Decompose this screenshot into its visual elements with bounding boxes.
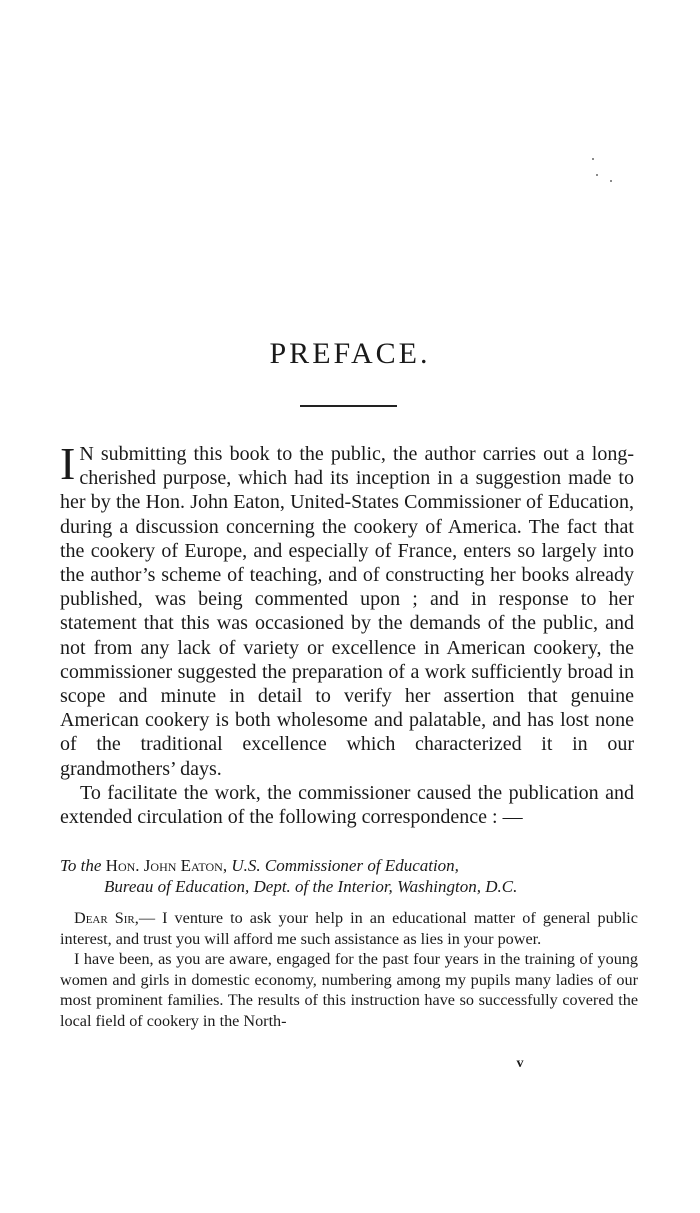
address-city: Washington, (397, 877, 481, 896)
address-bureau: Bureau of Education, (104, 877, 250, 896)
letter-body (60, 908, 638, 1031)
address-state: D.C. (485, 877, 518, 896)
drop-cap: I (60, 438, 76, 489)
preface-paragraph-2: To facilitate the work, the commissioner caused the publication and extended circulation of the following correspondence : — (60, 781, 634, 829)
address-line-1 (60, 855, 640, 876)
address-name-last: Eaton, (180, 856, 228, 875)
address-title: U.S. Commissioner of Education, (231, 856, 459, 875)
address-to-the: To the (60, 856, 102, 875)
address-name-first: John (143, 856, 177, 875)
letter-address (60, 855, 640, 897)
address-dept: Dept. of the Interior, (253, 877, 393, 896)
page-heading: PREFACE. (269, 337, 431, 370)
page-number: v (516, 1056, 524, 1071)
print-speck (596, 174, 598, 176)
preface-paragraph-1 (60, 438, 634, 781)
heading-rule (300, 405, 397, 407)
letter-paragraph-1-text: — I venture to ask your help in an educational matter of general public interest, and trust you will afford me such assistance as lies in your power. (60, 909, 638, 948)
preface-body (60, 438, 634, 829)
address-line-2 (60, 876, 640, 897)
letter-salutation: Dear Sir, (74, 909, 139, 927)
preface-paragraph-1-text: N submitting this book to the public, the author carries out a long-cherished purpose, which had its inception in a suggestion made to her by the Hon. John Eaton, United-States Commissioner of Education, during a discussion concerning the cookery of America. The fact that the cookery of Europe, and especially of France, enters so largely into the author’s scheme of teaching, and of constructing her books already published, was being commented upon ; and in response to her statement that this was occasioned by the demands of the public, and not from any lack of variety or excellence in American cookery, the commissioner suggested the preparation of a work sufficiently broad in scope and minute in detail to verify her assertion that genuine American cookery is both wholesome and palatable, and has lost none of the traditional excellence which characterized it in our grandmothers’ days. (60, 443, 634, 780)
letter-paragraph-2: I have been, as you are aware, engaged for the past four years in the training of young women and girls in domestic economy, numbering among my pupils many ladies of our most prominent families. The results of this instruction have so successfully covered the local field of cookery in the North- (60, 950, 638, 1030)
print-speck (592, 158, 594, 160)
address-hon: Hon. (105, 856, 140, 875)
print-speck (610, 180, 612, 182)
letter-paragraph-1 (60, 908, 638, 949)
